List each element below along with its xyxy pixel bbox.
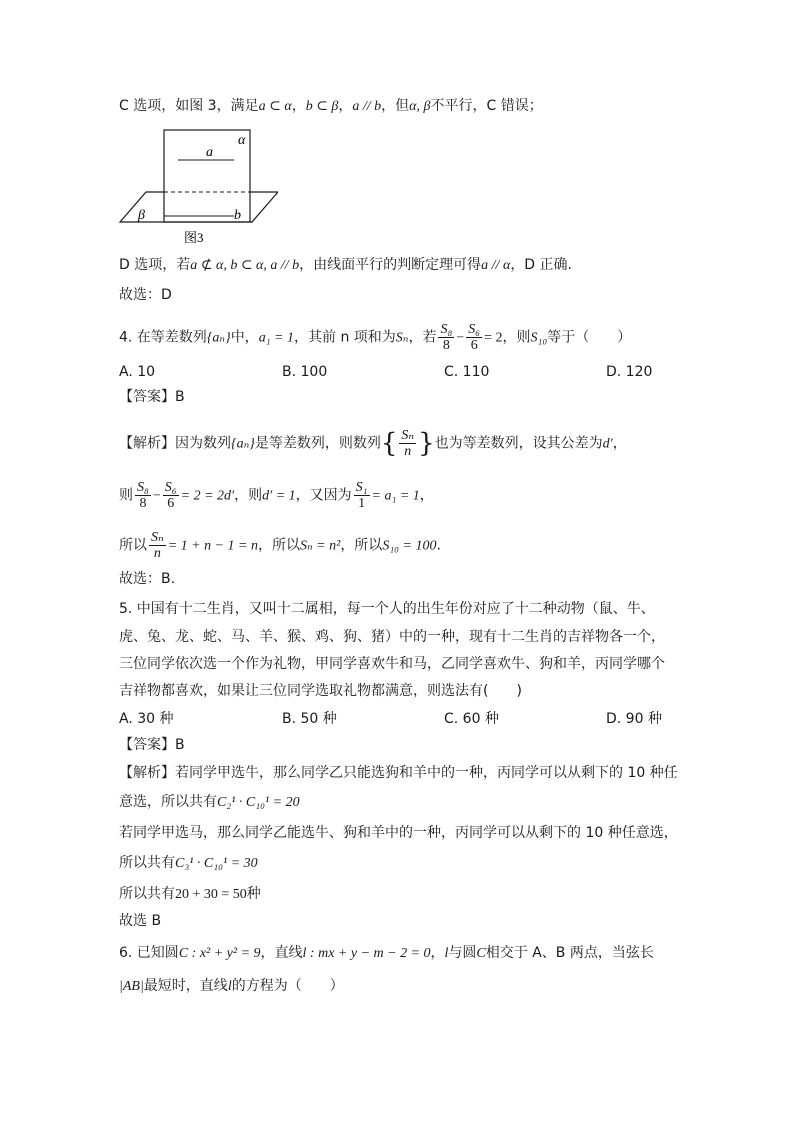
q5-analysis-line-4: 所以共有C₃¹ · C₁₀¹ = 30 — [119, 855, 258, 871]
q4-stem: 4. 在等差数列{aₙ}中，a₁ = 1，其前 n 项和为Sₙ，若 $\frac{\text{S₈}}{8}$ − $\frac{\text{S₆}}{6}$ = 2，则S₁₀等于（ ） — [119, 322, 632, 353]
q5-analysis-line-3: 若同学甲选马，那么同学乙能选牛、狗和羊中的一种，丙同学可以从剩下的 10 种任意选， — [119, 825, 678, 841]
figure-3-planes — [118, 126, 278, 246]
label-beta: β — [138, 208, 145, 223]
q5-stem-line-3: 三位同学依次选一个作为礼物，甲同学喜欢牛和马，乙同学喜欢牛、狗和羊，丙同学哪个 — [119, 656, 665, 672]
fraction: $\frac{\text{S₆}}{6}$ — [164, 480, 177, 511]
q5-option-c: C. 60 种 — [444, 711, 499, 727]
q4-option-a: A. 10 — [119, 364, 156, 380]
q5-answer: 【答案】B — [119, 737, 185, 753]
label-alpha: α — [238, 133, 246, 148]
fraction: $\frac{\text{S₁}}{1}$ — [355, 480, 368, 511]
q4-answer: 【答案】B — [119, 389, 185, 405]
label-a: a — [206, 145, 213, 160]
q5-option-b: B. 50 种 — [282, 711, 337, 727]
label-b: b — [234, 208, 241, 223]
fraction: $\frac{\text{S₈}}{8}$ — [137, 480, 149, 511]
q6-stem-line-2: |AB|最短时，直线l的方程为（ ） — [119, 978, 344, 994]
q5-conclusion: 故选 B — [119, 913, 162, 929]
q4-analysis-line-3: 所以 $\frac{\text{Sₙ}}{n}$ = 1 + n − 1 = n，所以Sₙ = n²，所以S₁₀ = 100. — [119, 530, 441, 561]
q5-stem-line-2: 虎、兔、龙、蛇、马、羊、猴、鸡、狗、猪）中的一种，现有十二生肖的吉祥物各一个， — [119, 629, 665, 645]
q4-conclusion: 故选：B. — [119, 571, 176, 587]
fraction: $\frac{\text{S₈}}{8}$ — [440, 322, 453, 353]
q4-option-c: C. 110 — [444, 364, 490, 380]
q5-analysis-line-5: 所以共有20 + 30 = 50种 — [119, 886, 261, 902]
q4-analysis-line-2: 则 $\frac{\text{S₈}}{8}$ − $\frac{\text{S₆}}{6}$ = 2 = 2d′，则d′ = 1，又因为 $\frac{\text{S₁}}{1}$ = a₁ = 1， — [119, 480, 434, 511]
q5-option-a: A. 30 种 — [119, 711, 174, 727]
q4-analysis-line-1: 【解析】因为数列{aₙ}是等差数列，则数列{ $\frac{\text{Sₙ}}{n}$ }也为等差数列，设其公差为d′， — [119, 428, 627, 459]
q5-analysis-line-1: 【解析】若同学甲选牛，那么同学乙只能选狗和羊中的一种，丙同学可以从剩下的 10 种任 — [119, 765, 678, 781]
q5-stem-line-4: 吉祥物都喜欢，如果让三位同学选取礼物都满意，则选法有( ) — [119, 683, 522, 699]
q6-stem-line-1: 6. 已知圆C : x² + y² = 9，直线l : mx + y − m − 2 = 0，l与圆C相交于 A、B 两点，当弦长 — [119, 945, 654, 961]
q5-stem-line-1: 5. 中国有十二生肖，又叫十二属相，每一个人的出生年份对应了十二种动物（鼠、牛、 — [119, 601, 655, 617]
c-option-line: C 选项，如图 3，满足a ⊂ α，b ⊂ β，a // b，但α, β不平行，C 错误； — [119, 98, 543, 114]
fraction: $\frac{\text{Sₙ}}{n}$ — [401, 428, 415, 459]
q5-analysis-line-2: 意选，所以共有C₂¹ · C₁₀¹ = 20 — [119, 794, 300, 810]
q5-option-d: D. 90 种 — [606, 711, 662, 727]
figure-caption: 图3 — [184, 230, 204, 245]
fraction: $\frac{\text{S₆}}{6}$ — [468, 322, 481, 353]
fraction: $\frac{\text{Sₙ}}{n}$ — [151, 530, 164, 561]
q3-conclusion: 故选：D — [119, 287, 172, 303]
q4-option-d: D. 120 — [606, 364, 653, 380]
d-option-line: D 选项，若a ⊄ α, b ⊂ α, a // b，由线面平行的判断定理可得a // α，D 正确. — [119, 257, 572, 273]
q4-option-b: B. 100 — [282, 364, 328, 380]
